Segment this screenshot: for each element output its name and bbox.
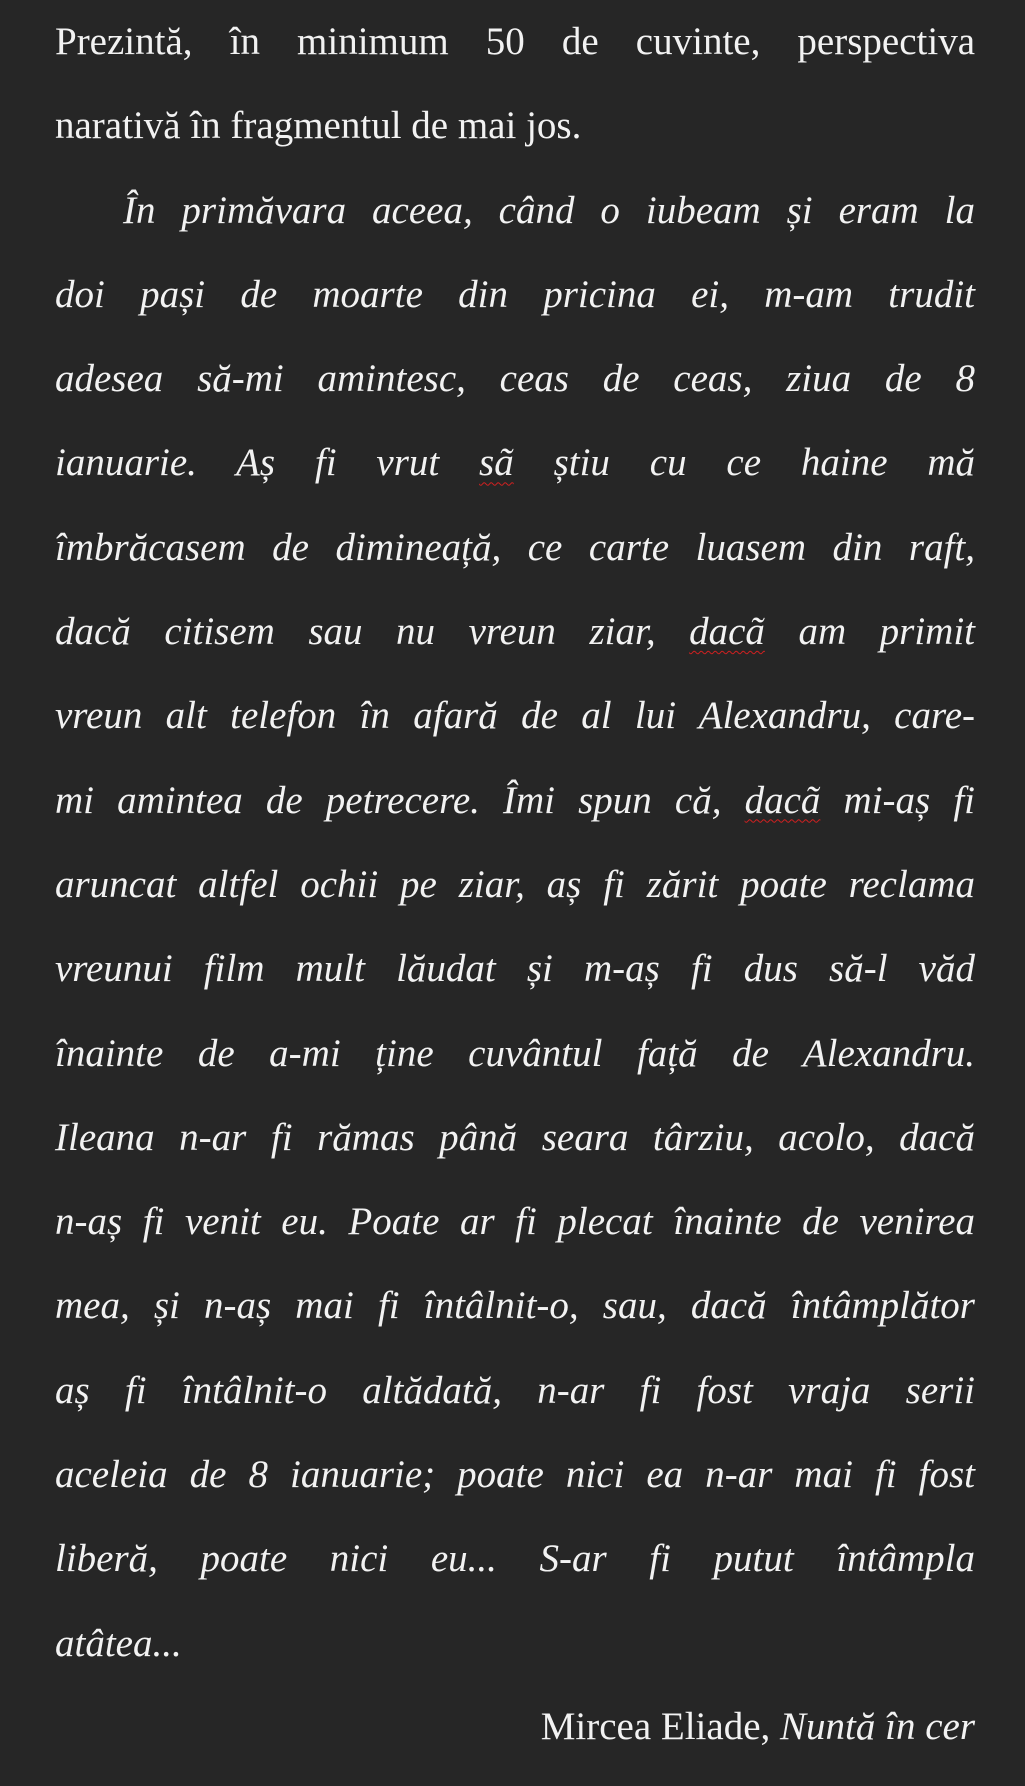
- passage-line: [55, 1602, 975, 1686]
- passage-line: [55, 1012, 975, 1096]
- line-text: n-aș fi venit eu. Poate ar fi plecat înainte de venirea: [55, 1200, 975, 1244]
- passage-line: [55, 674, 975, 758]
- line-text: vreunui film mult lăudat și m-aș fi dus să-l văd: [55, 947, 975, 991]
- line-text: ianuarie. Aș fi vrut: [55, 441, 480, 485]
- line-text: aruncat altfel ochii pe ziar, aș fi zărit poate reclama: [55, 862, 975, 906]
- passage-line: [55, 253, 975, 337]
- line-text: mi-aș fi: [820, 778, 975, 822]
- passage-line: [55, 1096, 975, 1180]
- passage-line: [55, 1433, 975, 1517]
- line-text: atâtea...: [55, 1621, 182, 1665]
- line-text: liberă, poate nici eu... S-ar fi putut întâmpla: [55, 1537, 975, 1581]
- author-name: Mircea Eliade,: [540, 1705, 781, 1748]
- work-title: Nuntă în cer: [780, 1705, 975, 1748]
- line-text: În primăvara aceea, când o iubeam și eram la: [123, 188, 975, 232]
- passage-line: [55, 1349, 975, 1433]
- line-text: vreun alt telefon în afară de al lui Alexandru, care-: [55, 694, 975, 738]
- line-text: doi pași de moarte din pricina ei, m-am trudit: [55, 272, 975, 316]
- line-text: dacă citisem sau nu vreun ziar,: [55, 610, 690, 654]
- line-text: am primit: [764, 610, 975, 654]
- misspelled-word[interactable]: sã: [479, 441, 514, 485]
- line-text: adesea să-mi amintesc, ceas de ceas, ziua de 8: [55, 357, 975, 401]
- line-text: mea, și n-aș mai fi întâlnit-o, sau, dacă întâmplător: [55, 1284, 975, 1328]
- question-prompt: [55, 0, 975, 169]
- passage-line: [55, 1517, 975, 1601]
- passage-line: [55, 843, 975, 927]
- document-body: [55, 0, 975, 1686]
- passage-line: [55, 590, 975, 674]
- passage-line: [55, 169, 975, 253]
- misspelled-word[interactable]: dacã: [689, 610, 765, 654]
- line-text: înainte de a-mi ține cuvântul față de Alexandru.: [55, 1031, 975, 1075]
- passage-line: [55, 337, 975, 421]
- line-text: aș fi întâlnit-o altădată, n-ar fi fost vraja serii: [55, 1368, 975, 1412]
- line-text: mi amintea de petrecere. Îmi spun că,: [55, 778, 745, 822]
- passage-line: [55, 421, 975, 505]
- passage-line: [55, 927, 975, 1011]
- line-text: știu cu ce haine mă: [513, 441, 975, 485]
- passage-line: [55, 1264, 975, 1348]
- line-text: îmbrăcasem de dimineață, ce carte luasem din raft,: [55, 525, 975, 569]
- passage-line: [55, 506, 975, 590]
- question-line: Prezintă, în minimum 50 de cuvinte, perspectiva: [55, 20, 975, 63]
- literary-passage: [55, 169, 975, 1686]
- misspelled-word[interactable]: dacã: [744, 778, 821, 822]
- line-text: Ileana n-ar fi rămas până seara târziu, acolo, dacă: [55, 1115, 975, 1159]
- attribution: [541, 1685, 975, 1769]
- line-text: aceleia de 8 ianuarie; poate nici ea n-ar mai fi fost: [55, 1453, 975, 1497]
- passage-line: [55, 759, 975, 843]
- passage-line: [55, 1180, 975, 1264]
- question-line: narativă în fragmentul de mai jos.: [55, 104, 582, 148]
